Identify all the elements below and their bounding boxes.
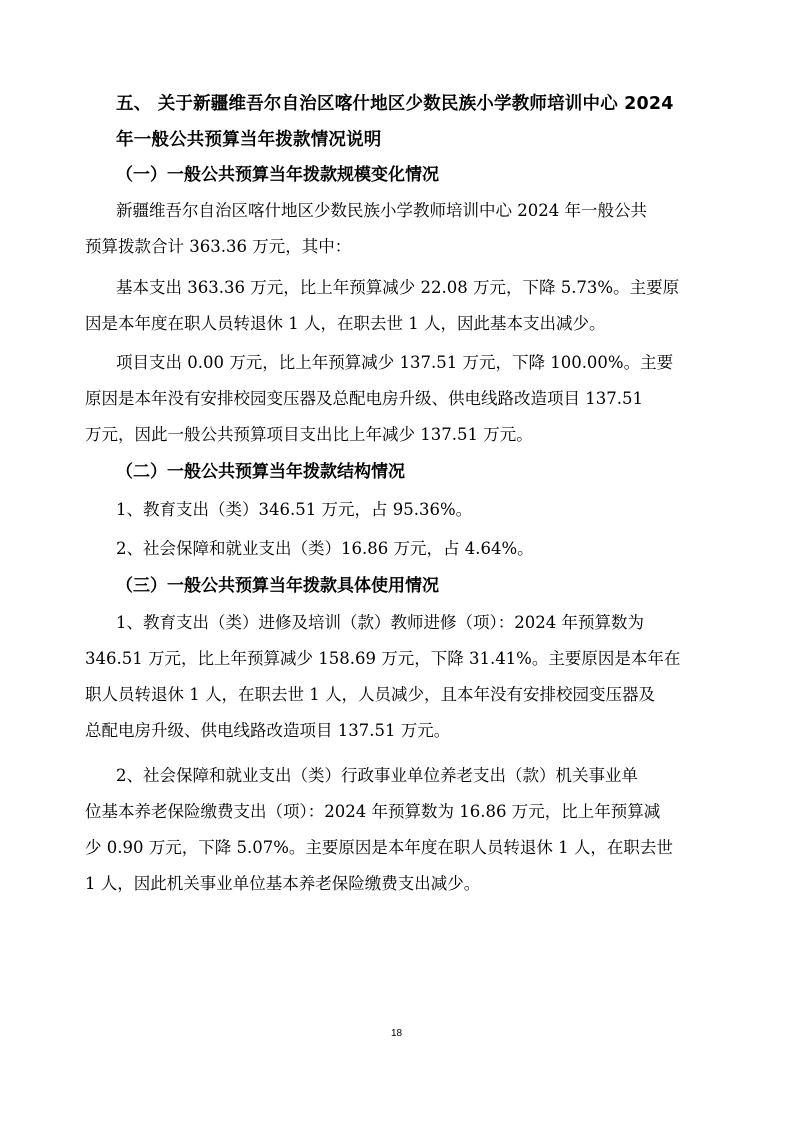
text-line: 位基本养老保险缴费支出（项）：2024 年预算数为 16.86 万元，比上年预算减 <box>85 802 661 821</box>
section2-item-1 <box>116 492 720 528</box>
text-line: 总配电房升级、供电线路改造项目 137.51 万元。 <box>85 721 451 740</box>
text-line: 2、社会保障和就业支出（类）16.86 万元，占 4.64%。 <box>116 539 534 558</box>
section1-paragraph-2 <box>85 270 720 342</box>
text-line: 1 人，因此机关事业单位基本养老保险缴费支出减少。 <box>85 874 481 893</box>
subsection-title-1: （一）一般公共预算当年拨款规模变化情况 <box>116 165 439 185</box>
text-line: 万元，因此一般公共预算项目支出比上年减少 137.51 万元。 <box>85 425 533 444</box>
text-line: 原因是本年没有安排校园变压器及总配电房升级、供电线路改造项目 137.51 <box>85 389 643 408</box>
subsection-title-3: （三）一般公共预算当年拨款具体使用情况 <box>116 576 439 596</box>
text-line: 项目支出 0.00 万元，比上年预算减少 137.51 万元，下降 100.00%。主要 <box>116 353 674 372</box>
text-line: 2、社会保障和就业支出（类）行政事业单位养老支出（款）机关事业单 <box>116 766 638 785</box>
text-line: 基本支出 363.36 万元，比上年预算减少 22.08 万元，下降 5.73%。主要原 <box>116 278 680 297</box>
text-line: 少 0.90 万元，下降 5.07%。主要原因是本年度在职人员转退休 1 人，在职去世 <box>85 838 673 857</box>
heading-line-1: 五、 关于新疆维吾尔自治区喀什地区少数民族小学教师培训中心 2024 <box>116 94 674 114</box>
text-line: 1、教育支出（类）进修及培训（款）教师进修（项）：2024 年预算数为 <box>116 613 644 632</box>
text-line: 职人员转退休 1 人，在职去世 1 人，人员减少，且本年没有安排校园变压器及 <box>85 685 655 704</box>
section3-paragraph-2 <box>85 758 720 902</box>
section1-paragraph-1 <box>85 193 720 265</box>
section2-item-2 <box>116 531 720 567</box>
text-line: 新疆维吾尔自治区喀什地区少数民族小学教师培训中心 2024 年一般公共 <box>116 201 647 220</box>
section-heading <box>116 86 721 158</box>
text-line: 因是本年度在职人员转退休 1 人，在职去世 1 人，因此基本支出减少。 <box>85 314 606 333</box>
heading-line-2: 年一般公共预算当年拨款情况说明 <box>116 130 382 150</box>
subsection-title-2: （二）一般公共预算当年拨款结构情况 <box>116 462 405 482</box>
text-line: 1、教育支出（类）346.51 万元，占 95.36%。 <box>116 500 473 519</box>
text-line: 预算拨款合计 363.36 万元，其中： <box>85 237 352 256</box>
text-line: 346.51 万元，比上年预算减少 158.69 万元，下降 31.41%。主要原因是本年在 <box>85 649 681 668</box>
page-number: 18 <box>390 1028 403 1039</box>
section3-paragraph-1 <box>85 605 720 749</box>
section1-paragraph-3 <box>85 345 720 453</box>
